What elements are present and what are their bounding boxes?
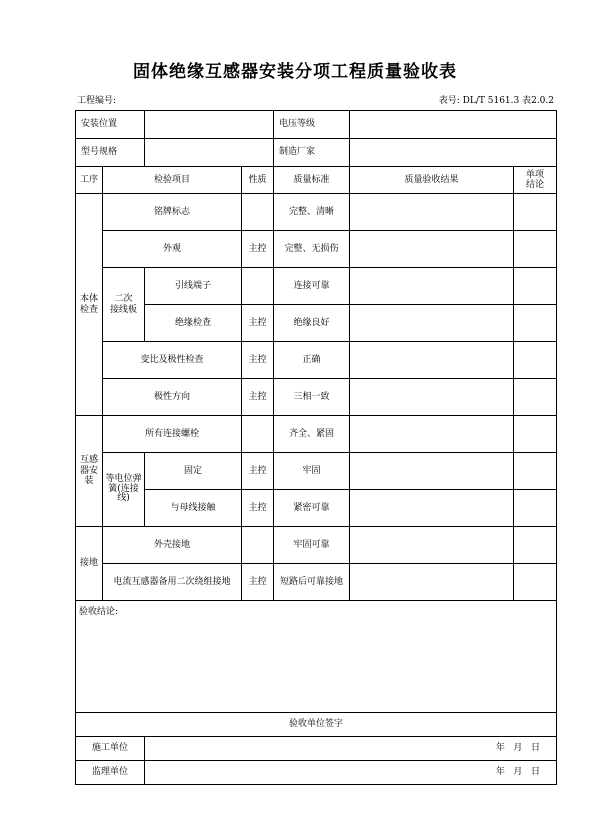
nature-cell: 主控 — [242, 342, 274, 379]
col-standard: 质量标准 — [274, 167, 350, 194]
result-cell[interactable] — [350, 231, 514, 268]
table-row — [76, 527, 557, 564]
item-cell: 所有连接螺栓 — [103, 416, 242, 453]
nature-cell: 主控 — [242, 379, 274, 416]
table-row — [76, 490, 557, 527]
group-installation: 互感 器安 装 — [76, 416, 103, 527]
standard-cell: 短路后可靠接地 — [274, 564, 350, 601]
install-location-value[interactable] — [145, 111, 274, 139]
item-cell: 外观 — [103, 231, 242, 268]
acceptance-conclusion[interactable]: 验收结论: — [76, 601, 557, 713]
conclusion-cell[interactable] — [514, 379, 557, 416]
table-row — [76, 194, 557, 231]
signer-date[interactable]: 年 月 日 — [145, 761, 557, 785]
nature-cell: 主控 — [242, 564, 274, 601]
nature-cell: 主控 — [242, 231, 274, 268]
standard-cell: 牢固 — [274, 453, 350, 490]
manufacturer-label: 制造厂家 — [274, 139, 350, 167]
standard-cell: 正确 — [274, 342, 350, 379]
table-row — [76, 231, 557, 268]
col-conclusion: 单项 结论 — [514, 167, 557, 194]
result-cell[interactable] — [350, 490, 514, 527]
nature-cell — [242, 416, 274, 453]
conclusion-cell[interactable] — [514, 194, 557, 231]
result-cell[interactable] — [350, 453, 514, 490]
item-cell: 外壳接地 — [103, 527, 242, 564]
conclusion-cell[interactable] — [514, 453, 557, 490]
conclusion-cell[interactable] — [514, 342, 557, 379]
item-cell: 与母线接触 — [145, 490, 242, 527]
group-body-check: 本体 检查 — [76, 194, 103, 416]
sign-section-title: 验收单位签字 — [76, 713, 557, 737]
signer-unit: 施工单位 — [76, 737, 145, 761]
standard-cell: 绝缘良好 — [274, 305, 350, 342]
signer-row — [76, 761, 557, 785]
nature-cell — [242, 194, 274, 231]
acceptance-grid — [75, 110, 557, 785]
group-secondary-terminal: 二次 接线板 — [103, 268, 145, 342]
group-equipotential: 等电位弹 簧(连接 线) — [103, 453, 145, 527]
voltage-level-value[interactable] — [350, 111, 557, 139]
signer-date[interactable]: 年 月 日 — [145, 737, 557, 761]
nature-cell: 主控 — [242, 490, 274, 527]
result-cell[interactable] — [350, 527, 514, 564]
item-cell: 绝缘检查 — [145, 305, 242, 342]
result-cell[interactable] — [350, 305, 514, 342]
acceptance-conclusion-row — [76, 601, 557, 713]
item-cell: 引线端子 — [145, 268, 242, 305]
conclusion-cell[interactable] — [514, 490, 557, 527]
conclusion-cell[interactable] — [514, 564, 557, 601]
table-row — [76, 268, 557, 305]
table-row — [76, 416, 557, 453]
table-row — [76, 453, 557, 490]
row-model-spec — [76, 139, 557, 167]
result-cell[interactable] — [350, 564, 514, 601]
row-install-location — [76, 111, 557, 139]
group-grounding: 接地 — [76, 527, 103, 601]
project-number-label: 工程编号: — [77, 96, 117, 106]
standard-cell: 完整、清晰 — [274, 194, 350, 231]
result-cell[interactable] — [350, 342, 514, 379]
item-cell: 固定 — [145, 453, 242, 490]
result-cell[interactable] — [350, 268, 514, 305]
voltage-level-label: 电压等级 — [274, 111, 350, 139]
standard-cell: 齐全、紧固 — [274, 416, 350, 453]
item-cell: 铭牌标志 — [103, 194, 242, 231]
standard-cell: 完整、无损伤 — [274, 231, 350, 268]
standard-cell: 紧密可靠 — [274, 490, 350, 527]
nature-cell — [242, 527, 274, 564]
col-process: 工序 — [76, 167, 103, 194]
conclusion-cell[interactable] — [514, 305, 557, 342]
nature-cell: 主控 — [242, 305, 274, 342]
col-item: 检验项目 — [103, 167, 242, 194]
conclusion-cell[interactable] — [514, 268, 557, 305]
standard-cell: 三相一致 — [274, 379, 350, 416]
sign-section-row — [76, 713, 557, 737]
install-location-label: 安装位置 — [76, 111, 145, 139]
conclusion-cell[interactable] — [514, 527, 557, 564]
nature-cell — [242, 268, 274, 305]
standard-cell: 牢固可靠 — [274, 527, 350, 564]
col-result: 质量验收结果 — [350, 167, 514, 194]
table-row — [76, 379, 557, 416]
item-cell: 电流互感器备用二次绕组接地 — [103, 564, 242, 601]
model-spec-label: 型号规格 — [76, 139, 145, 167]
item-cell: 极性方向 — [103, 379, 242, 416]
conclusion-cell[interactable] — [514, 416, 557, 453]
signer-unit: 监理单位 — [76, 761, 145, 785]
result-cell[interactable] — [350, 379, 514, 416]
page-title: 固体绝缘互感器安装分项工程质量验收表 — [133, 62, 457, 82]
nature-cell: 主控 — [242, 453, 274, 490]
table-row — [76, 564, 557, 601]
col-nature: 性质 — [242, 167, 274, 194]
signer-row — [76, 737, 557, 761]
standard-cell: 连接可靠 — [274, 268, 350, 305]
model-spec-value[interactable] — [145, 139, 274, 167]
form-number: 表号: DL/T 5161.3 表2.0.2 — [438, 96, 554, 106]
table-row — [76, 342, 557, 379]
table-row — [76, 305, 557, 342]
header-row — [76, 167, 557, 194]
item-cell: 变比及极性检查 — [103, 342, 242, 379]
result-cell[interactable] — [350, 416, 514, 453]
manufacturer-value[interactable] — [350, 139, 557, 167]
conclusion-cell[interactable] — [514, 231, 557, 268]
result-cell[interactable] — [350, 194, 514, 231]
